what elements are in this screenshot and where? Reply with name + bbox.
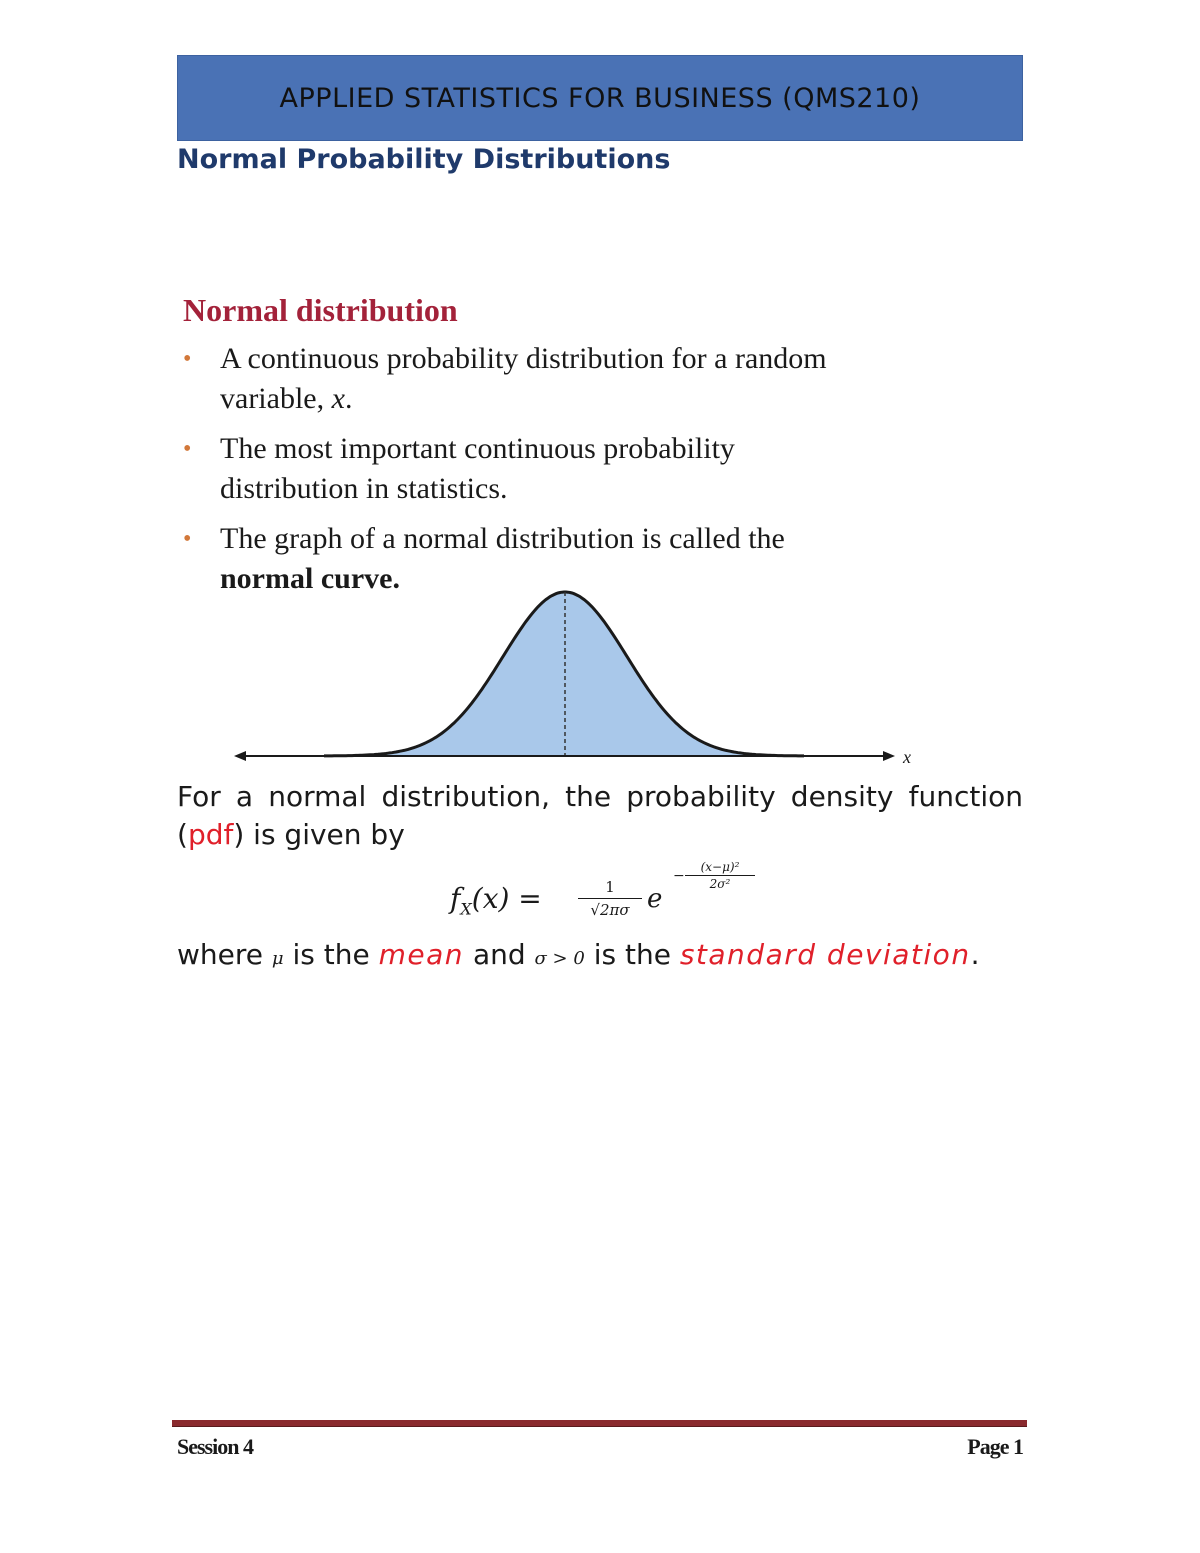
footer-page-number: Page 1 — [967, 1434, 1023, 1459]
slide-heading: Normal distribution — [183, 292, 458, 328]
footer-divider — [172, 1420, 1027, 1427]
axis-label-x: x — [903, 747, 911, 767]
pdf-term: pdf — [187, 818, 234, 851]
pdf-formula — [450, 860, 770, 930]
paragraph-text: For a normal distribution, the probability density function ( — [177, 780, 1023, 851]
standard-deviation-term: standard deviation — [679, 938, 971, 971]
normal-curve-graph — [232, 584, 922, 774]
bullet-text: . — [344, 382, 353, 415]
paragraph-text: ) is given by — [233, 818, 405, 851]
bullet-item — [183, 429, 923, 509]
section-subtitle: Normal Probability Distributions — [177, 144, 671, 175]
bullet-text: distribution in statistics. — [220, 472, 508, 505]
bullet-icon: • — [183, 436, 192, 462]
normal-curve-area — [324, 592, 804, 756]
exponent-fraction — [685, 860, 755, 891]
document-title: APPLIED STATISTICS FOR BUSINESS (QMS210) — [279, 82, 921, 114]
bullet-icon: • — [183, 346, 192, 372]
pdf-paragraph — [177, 778, 1023, 854]
definition-text: where — [177, 938, 272, 971]
exponent-minus: − — [673, 868, 685, 884]
bullet-text: A continuous probability distribution for a random — [220, 342, 827, 375]
formula-lhs-rest: (x) = — [471, 882, 542, 915]
bullet-text: The most important continuous probability — [220, 432, 735, 465]
bullet-icon: • — [183, 526, 192, 552]
formula-fraction — [578, 878, 642, 919]
formula-base: e — [647, 884, 663, 914]
definition-text: is the — [283, 938, 379, 971]
bullet-item — [183, 339, 923, 419]
bullet-text-bold: normal curve. — [220, 562, 400, 595]
fraction-numerator: 1 — [578, 878, 642, 899]
definition-text: and — [464, 938, 535, 971]
slide-image — [183, 292, 923, 609]
axis-left-arrow-icon — [234, 751, 246, 761]
mu-symbol: μ — [271, 948, 284, 969]
header-bar — [177, 55, 1023, 141]
formula-lhs — [450, 882, 542, 919]
fraction-denominator: √2πσ — [590, 901, 630, 919]
formula-subscript: X — [460, 899, 472, 919]
definition-text: is the — [584, 938, 680, 971]
exponent-numerator: (x−μ)² — [685, 860, 755, 876]
formula-f: f — [450, 882, 461, 915]
definition-line — [177, 936, 979, 978]
variable-x: x — [331, 382, 345, 415]
bullet-text: The graph of a normal distribution is called the — [220, 522, 785, 555]
bullet-text: variable, — [220, 382, 332, 415]
mean-term: mean — [378, 938, 465, 971]
sigma-condition: σ > 0 — [534, 948, 585, 969]
axis-right-arrow-icon — [883, 751, 895, 761]
exponent-denominator: 2σ² — [709, 877, 731, 891]
definition-text: . — [970, 938, 980, 971]
footer-session: Session 4 — [177, 1434, 253, 1459]
